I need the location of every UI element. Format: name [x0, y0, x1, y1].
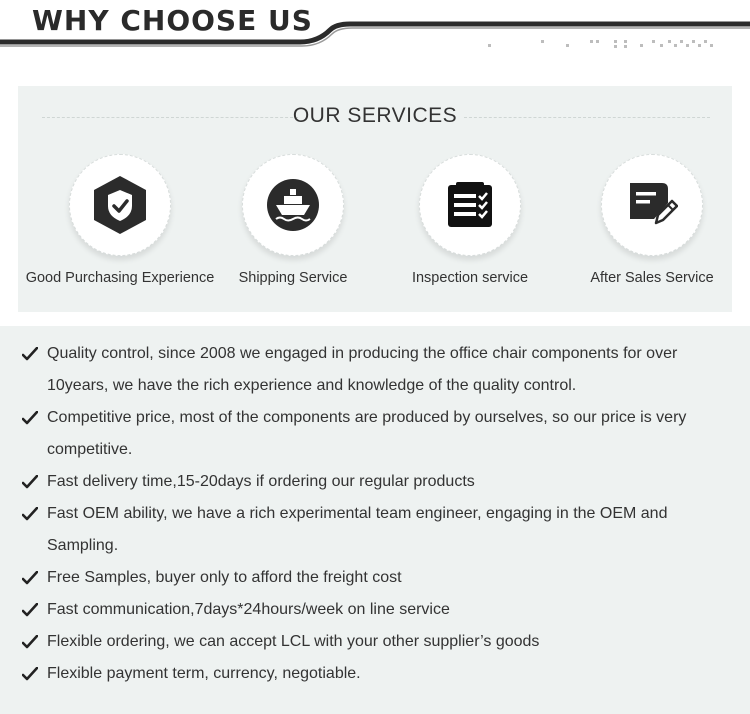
list-item [22, 626, 722, 658]
service-icon-circle [69, 154, 171, 256]
service-good-purchasing [20, 154, 220, 286]
feature-text: Quality control, since 2008 we engaged in producing the office chair components for over 10years, we have the rich experience and knowledge of the quality control. [47, 345, 678, 394]
check-icon [22, 571, 38, 585]
service-icon-circle [242, 154, 344, 256]
check-icon [22, 603, 38, 617]
service-label: Shipping Service [238, 270, 348, 286]
feature-text: Fast OEM ability, we have a rich experimental team engineer, engaging in the OEM and Sampling. [47, 505, 668, 554]
feature-text: Competitive price, most of the components are produced by ourselves, so our price is very competitive. [47, 409, 687, 458]
check-icon [22, 507, 38, 521]
feature-text: Fast delivery time,15-20days if ordering our regular products [47, 473, 475, 490]
service-label: After Sales Service [590, 270, 714, 286]
check-icon [22, 475, 38, 489]
features-panel [0, 326, 750, 714]
document-edit-icon [626, 179, 678, 231]
ship-icon [266, 178, 320, 232]
service-inspection [370, 154, 570, 286]
feature-text: Fast communication,7days*24hours/week on line service [47, 601, 450, 618]
list-item [22, 562, 722, 594]
feature-list [22, 338, 722, 690]
service-label: Good Purchasing Experience [25, 270, 215, 286]
service-after-sales [552, 154, 750, 286]
services-panel [18, 86, 732, 312]
checklist-icon [446, 181, 494, 229]
list-item [22, 466, 722, 498]
feature-text: Free Samples, buyer only to afford the freight cost [47, 569, 402, 586]
check-icon [22, 347, 38, 361]
list-item [22, 658, 722, 690]
service-label: Inspection service [411, 270, 529, 286]
list-item [22, 402, 722, 466]
check-icon [22, 667, 38, 681]
list-item [22, 498, 722, 562]
list-item [22, 338, 722, 402]
section-header [0, 0, 750, 70]
check-icon [22, 411, 38, 425]
divider-right [464, 117, 710, 118]
service-icon-circle [601, 154, 703, 256]
list-item [22, 594, 722, 626]
feature-text: Flexible payment term, currency, negotiable. [47, 665, 361, 682]
service-shipping [193, 154, 393, 286]
service-icon-circle [419, 154, 521, 256]
services-title: OUR SERVICES [292, 104, 458, 127]
page-title: WHY CHOOSE US [32, 4, 313, 37]
check-icon [22, 635, 38, 649]
feature-text: Flexible ordering, we can accept LCL with your other supplier’s goods [47, 633, 540, 650]
shield-check-icon [91, 174, 149, 236]
